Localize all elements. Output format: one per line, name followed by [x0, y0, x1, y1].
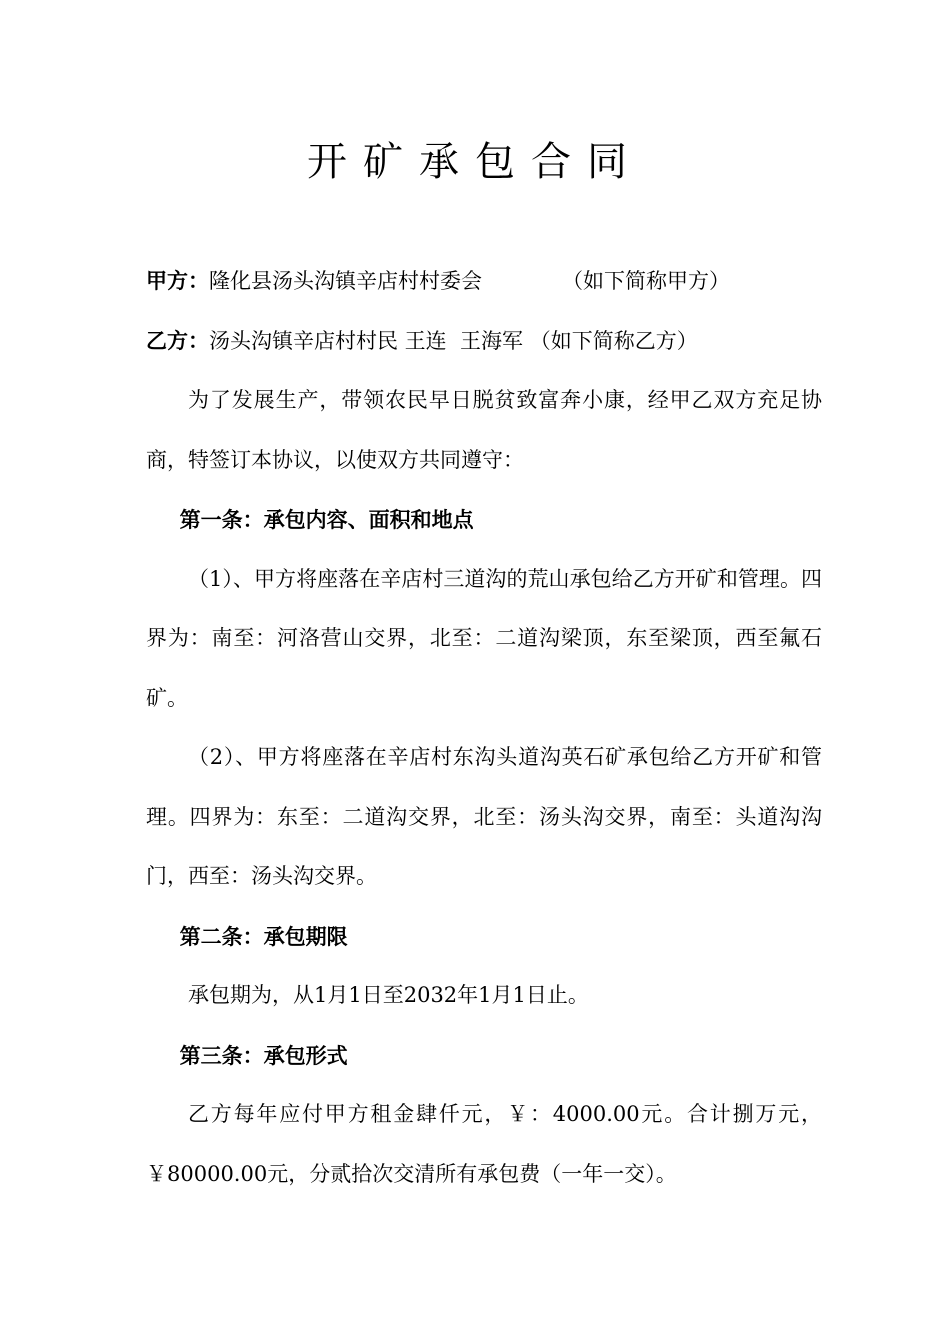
article-3-text: 乙方每年应付甲方租金肆仟元，￥：4000.00元。合计捌万元，￥80000.00元，分贰拾次交清所有承包费（一年一交）。 [146, 1102, 822, 1186]
party-a-note: （如下简称甲方） [562, 269, 730, 293]
intro-paragraph: 为了发展生产，带领农民早日脱贫致富奔小康，经甲乙双方充足协商，特签订本协议，以使双方共同遵守： [146, 388, 822, 472]
party-b-line [146, 326, 822, 356]
article-1-heading: 第一条：承包内容、面积和地点 [179, 507, 474, 532]
document-title: 开矿承包合同 [307, 139, 643, 185]
article-3-heading: 第三条：承包形式 [179, 1042, 348, 1068]
party-b-name: 汤头沟镇辛店村村民 王连 王海军 [209, 329, 524, 353]
document-body [146, 266, 822, 1204]
party-a-label: 甲方： [146, 268, 209, 293]
article-1-item-2: （2）、甲方将座落在辛店村东沟头道沟英石矿承包给乙方开矿和管理。四界为：东至：二道沟交界，北至：汤头沟交界，南至：头道沟沟门，西至：汤头沟交界。 [146, 745, 822, 888]
article-2-heading: 第二条：承包期限 [179, 923, 348, 949]
article-1-item-1: （1）、甲方将座落在辛店村三道沟的荒山承包给乙方开矿和管理。四界为：南至：河洛营山交界，北至：二道沟梁顶，东至梁顶，西至氟石矿。 [146, 566, 822, 710]
party-a-name: 隆化县汤头沟镇辛店村村委会 [209, 269, 482, 293]
party-b-label: 乙方： [146, 328, 209, 353]
party-a-line [146, 266, 822, 296]
article-2-text: 承包期为，从1月1日至2032年1月1日止。 [188, 983, 589, 1007]
party-b-note: （如下简称乙方） [529, 329, 698, 353]
